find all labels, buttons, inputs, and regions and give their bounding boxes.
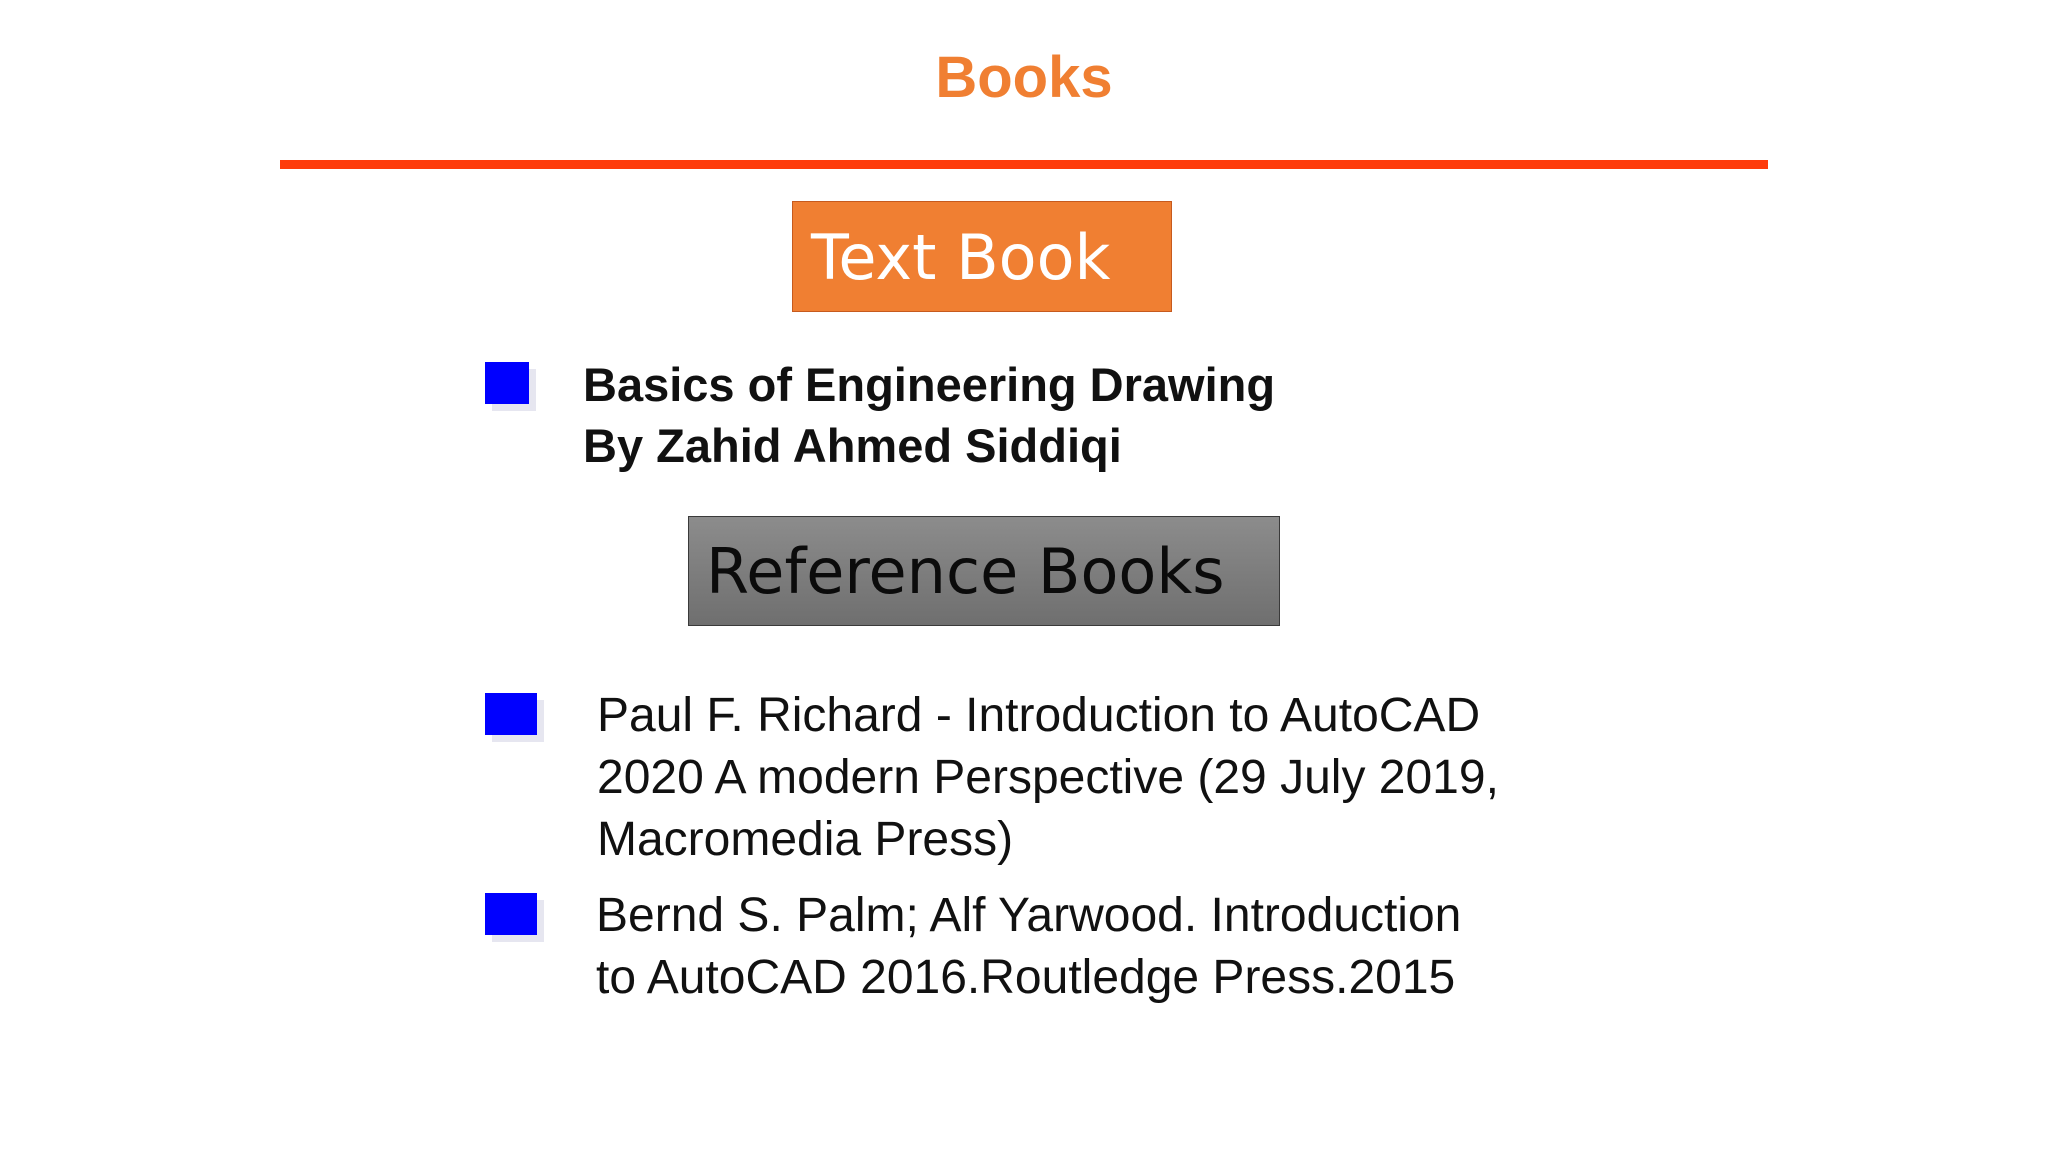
textbook-entry (583, 354, 1275, 476)
textbook-title-line: Basics of Engineering Drawing (583, 358, 1276, 411)
reference-bullet-2 (485, 893, 537, 935)
reference-entry-2 (596, 885, 1461, 1009)
reference-bullet-1 (485, 693, 537, 735)
reference-1-line-1: Paul F. Richard - Introduction to AutoCAD (597, 689, 1481, 742)
reference-books-label: Reference Books (688, 516, 1280, 626)
textbook-author-line: By Zahid Ahmed Siddiqi (583, 419, 1122, 472)
reference-entry-1 (597, 685, 1499, 871)
text-book-label: Text Book (792, 201, 1172, 312)
reference-2-line-2: to AutoCAD 2016.Routledge Press.2015 (596, 951, 1456, 1004)
textbook-bullet (485, 362, 529, 404)
reference-2-line-1: Bernd S. Palm; Alf Yarwood. Introduction (596, 889, 1462, 942)
title-divider (280, 160, 1768, 169)
reference-1-line-2: 2020 A modern Perspective (29 July 2019, (597, 751, 1499, 804)
slide-title: Books (935, 45, 1113, 110)
reference-1-line-3: Macromedia Press) (597, 813, 1014, 866)
